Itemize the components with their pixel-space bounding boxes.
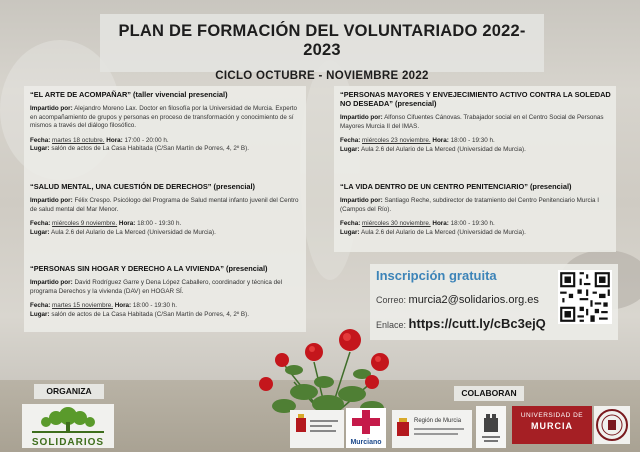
university-seal-logo bbox=[594, 406, 630, 444]
session-where bbox=[30, 229, 302, 238]
date-value: miércoles 9 noviembre. bbox=[52, 220, 118, 228]
place-value: salón de actos de La Casa Habitada (C/San Martín de Porres, 4, 2º B). bbox=[51, 310, 249, 318]
time-value: 17:00 - 20:00 h. bbox=[124, 136, 169, 144]
castle-crest-icon bbox=[476, 406, 506, 448]
place-value: Aula 2.6 del Aulario de La Merced (Universidad de Murcia). bbox=[361, 228, 526, 236]
time-label: Hora: bbox=[432, 220, 449, 228]
speaker-label: Impartido por: bbox=[30, 105, 73, 112]
ayuntamiento-logo bbox=[476, 406, 506, 448]
session-when bbox=[340, 220, 612, 229]
universidad-murcia-logo bbox=[512, 406, 592, 444]
time-value: 18:00 - 19:30 h. bbox=[450, 137, 495, 145]
speaker-text: Santiago Reche, subdirector de tratamiento del Centro Penitenciario Murcia I (Campos del Río). bbox=[340, 197, 599, 213]
speaker-label: Impartido por: bbox=[30, 279, 73, 286]
region-murcia-logo bbox=[290, 410, 344, 448]
time-value: 18:00 - 19:30 h. bbox=[137, 220, 182, 228]
registration-box bbox=[370, 264, 618, 340]
place-value: Aula 2.6 del Aulario de La Merced (Universidad de Murcia). bbox=[361, 145, 526, 153]
session-title: “LA VIDA DENTRO DE UN CENTRO PENITENCIARIO” (presencial) bbox=[340, 182, 572, 191]
region-murcia-social-logo bbox=[392, 410, 472, 448]
murciano-text: Murciano bbox=[350, 439, 382, 446]
place-label: Lugar: bbox=[30, 228, 50, 236]
solidarios-name: SOLIDARIOS bbox=[31, 437, 105, 448]
organiza-label: ORGANIZA bbox=[34, 384, 104, 399]
registration-title: Inscripción gratuita bbox=[376, 268, 497, 283]
session-title: “EL ARTE DE ACOMPAÑAR” (taller vivencial presencial) bbox=[30, 90, 228, 99]
session-speaker bbox=[30, 197, 302, 214]
universidad-line2: MURCIA bbox=[531, 421, 573, 431]
region-murcia-crest-icon bbox=[290, 410, 344, 448]
email-label: Correo: bbox=[376, 295, 407, 305]
speaker-text: Alejandro Moreno Lax. Doctor en filosofía por la Universidad de Murcia. Experto en acompañamiento de grupos y personas en proceso de transformación y conocimiento de sí mismos a través del diálogo filosófico. bbox=[30, 105, 298, 130]
session-4 bbox=[340, 90, 612, 154]
date-value: miércoles 30 noviembre. bbox=[362, 220, 431, 228]
link-label: Enlace: bbox=[376, 320, 407, 330]
date-value: miércoles 23 noviembre. bbox=[362, 137, 431, 145]
left-sessions-panel bbox=[24, 86, 306, 332]
date-label: Fecha: bbox=[30, 220, 51, 228]
session-when bbox=[340, 137, 612, 146]
date-value: martes 15 noviembre. bbox=[52, 302, 113, 310]
shield-icon bbox=[396, 418, 410, 438]
session-title: “PERSONAS MAYORES Y ENVEJECIMIENTO ACTIVO CONTRA LA SOLEDAD NO DESEADA” (presencial) bbox=[340, 90, 611, 108]
session-title: “PERSONAS SIN HOGAR Y DERECHO A LA VIVIENDA” (presencial) bbox=[30, 264, 268, 273]
date-value: martes 18 octubre. bbox=[52, 136, 105, 144]
place-value: Aula 2.6 del Aulario de La Merced (Universidad de Murcia). bbox=[51, 228, 216, 236]
date-label: Fecha: bbox=[30, 136, 51, 144]
geranium-pot-image bbox=[254, 322, 402, 422]
session-when bbox=[30, 302, 302, 311]
region-murcia-text: Región de Murcia bbox=[414, 418, 462, 424]
session-when bbox=[30, 220, 302, 229]
session-title: “SALUD MENTAL, UNA CUESTIÓN DE DERECHOS” (presencial) bbox=[30, 182, 256, 191]
session-speaker bbox=[340, 114, 612, 131]
session-2 bbox=[30, 182, 302, 237]
poster-subtitle: CICLO OCTUBRE - NOVIEMBRE 2022 bbox=[215, 70, 429, 82]
session-speaker bbox=[30, 105, 302, 131]
seal-icon bbox=[594, 406, 630, 444]
registration-link[interactable]: https://cutt.ly/cBc3ejQ bbox=[408, 316, 546, 331]
time-value: 18:00 - 19:30 h. bbox=[132, 302, 178, 310]
registration-email-row bbox=[376, 294, 539, 306]
place-label: Lugar: bbox=[340, 145, 360, 153]
qr-code-icon[interactable] bbox=[558, 270, 612, 324]
speaker-label: Impartido por: bbox=[340, 114, 383, 121]
place-label: Lugar: bbox=[30, 145, 50, 153]
time-label: Hora: bbox=[114, 302, 132, 310]
speaker-text: Félix Crespo. Psicólogo del Programa de Salud mental infanto juvenil del Centro de salud mental del Mar Menor. bbox=[30, 197, 299, 213]
universidad-line1: UNIVERSIDAD DE bbox=[520, 412, 584, 419]
session-where bbox=[30, 311, 302, 320]
solidarios-logo bbox=[22, 404, 114, 448]
session-speaker bbox=[30, 279, 302, 296]
session-1 bbox=[30, 90, 302, 154]
time-label: Hora: bbox=[118, 220, 136, 228]
place-label: Lugar: bbox=[340, 228, 360, 236]
murciano-logo bbox=[346, 408, 386, 448]
place-value: salón de actos de La Casa Habitada (C/San Martín de Porres, 4, 2º B). bbox=[51, 145, 249, 153]
session-speaker bbox=[340, 197, 612, 214]
registration-email[interactable]: murcia2@solidarios.org.es bbox=[408, 294, 539, 306]
session-where bbox=[30, 145, 302, 154]
poster-title: PLAN DE FORMACIÓN DEL VOLUNTARIADO 2022-2023 bbox=[118, 22, 526, 59]
date-label: Fecha: bbox=[30, 302, 51, 310]
colaboran-label: COLABORAN bbox=[454, 386, 524, 401]
time-label: Hora: bbox=[106, 136, 123, 144]
place-label: Lugar: bbox=[30, 310, 50, 318]
right-sessions-panel bbox=[334, 86, 616, 252]
speaker-label: Impartido por: bbox=[30, 197, 73, 204]
session-when bbox=[30, 137, 302, 146]
speaker-text: David Rodríguez Garre y Dena López Caballero, coordinador y técnica del programa Derechos y la vivienda (DAV) en HOGAR SÍ. bbox=[30, 279, 282, 295]
session-where bbox=[340, 146, 612, 155]
title-box bbox=[100, 14, 544, 82]
date-label: Fecha: bbox=[340, 137, 361, 145]
session-where bbox=[340, 229, 612, 238]
speaker-text: Alfonso Cifuentes Cánovas. Trabajador social en el Centro Social de Personas Mayores Murcia II del IMAS. bbox=[340, 114, 604, 130]
speaker-label: Impartido por: bbox=[340, 197, 383, 204]
time-label: Hora: bbox=[432, 137, 449, 145]
session-3 bbox=[30, 264, 302, 319]
solidarios-tree-icon bbox=[22, 404, 114, 434]
session-5 bbox=[340, 182, 612, 237]
date-label: Fecha: bbox=[340, 220, 361, 228]
cross-icon bbox=[346, 408, 386, 436]
time-value: 18:00 - 19:30 h. bbox=[450, 220, 495, 228]
